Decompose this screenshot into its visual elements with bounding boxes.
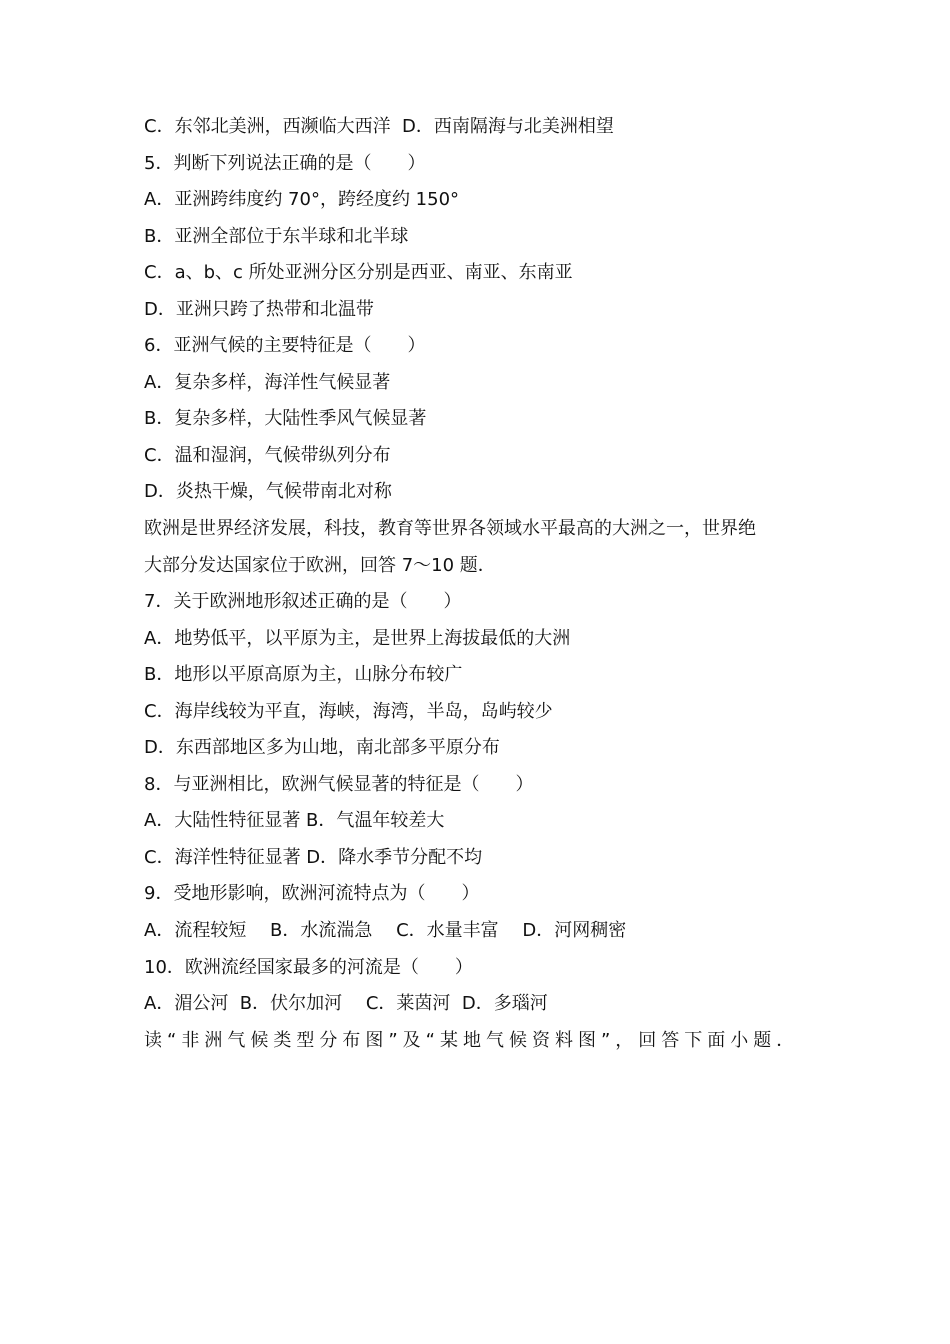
option-a: A．复杂多样，海洋性气候显著: [144, 372, 391, 393]
question-8: 8．与亚洲相比，欧洲气候显著的特征是（ ）: [144, 774, 534, 795]
passage-line: 欧洲是世界经济发展，科技，教育等世界各领域水平最高的大洲之一，世界绝: [144, 518, 756, 539]
option-b: B．复杂多样，大陆性季风气候显著: [144, 408, 427, 429]
option-d: D．东西部地区多为山地，南北部多平原分布: [144, 737, 500, 758]
option-b: B．地形以平原高原为主，山脉分布较广: [144, 664, 463, 685]
options-ab: A．大陆性特征显著 B．气温年较差大: [144, 810, 445, 831]
option-c: C．海岸线较为平直，海峡，海湾，半岛，岛屿较少: [144, 701, 553, 722]
option-a: A．地势低平，以平原为主，是世界上海拔最低的大洲: [144, 628, 571, 649]
option-b: B．亚洲全部位于东半球和北半球: [144, 226, 409, 247]
question-5: 5．判断下列说法正确的是（ ）: [144, 153, 426, 174]
option-c: C．温和湿润，气候带纵列分布: [144, 445, 391, 466]
options-abcd: A．流程较短 B．水流湍急 C．水量丰富 D．河网稠密: [144, 920, 627, 941]
question-7: 7．关于欧洲地形叙述正确的是（ ）: [144, 591, 462, 612]
passage-line: 大部分发达国家位于欧洲，回答 7～10 题．: [144, 555, 496, 576]
option-d: D．炎热干燥，气候带南北对称: [144, 481, 392, 502]
options-cd: C．海洋性特征显著 D．降水季节分配不均: [144, 847, 483, 868]
option-d: D．亚洲只跨了热带和北温带: [144, 299, 374, 320]
option-c: C．a、b、c 所处亚洲分区分别是西亚、南亚、东南亚: [144, 262, 573, 283]
options-abcd: A．湄公河 B．伏尔加河 C．莱茵河 D．多瑙河: [144, 993, 548, 1014]
option-a: A．亚洲跨纬度约 70°，跨经度约 150°: [144, 189, 460, 210]
question-9: 9．受地形影响，欧洲河流特点为（ ）: [144, 883, 480, 904]
text-line: C．东邻北美洲，西濒临大西洋 D．西南隔海与北美洲相望: [144, 116, 614, 137]
instruction-line: 读“非洲气候类型分布图”及“某地气候资料图”，回答下面小题．: [144, 1030, 800, 1051]
question-6: 6．亚洲气候的主要特征是（ ）: [144, 335, 426, 356]
question-10: 10．欧洲流经国家最多的河流是（ ）: [144, 957, 473, 978]
